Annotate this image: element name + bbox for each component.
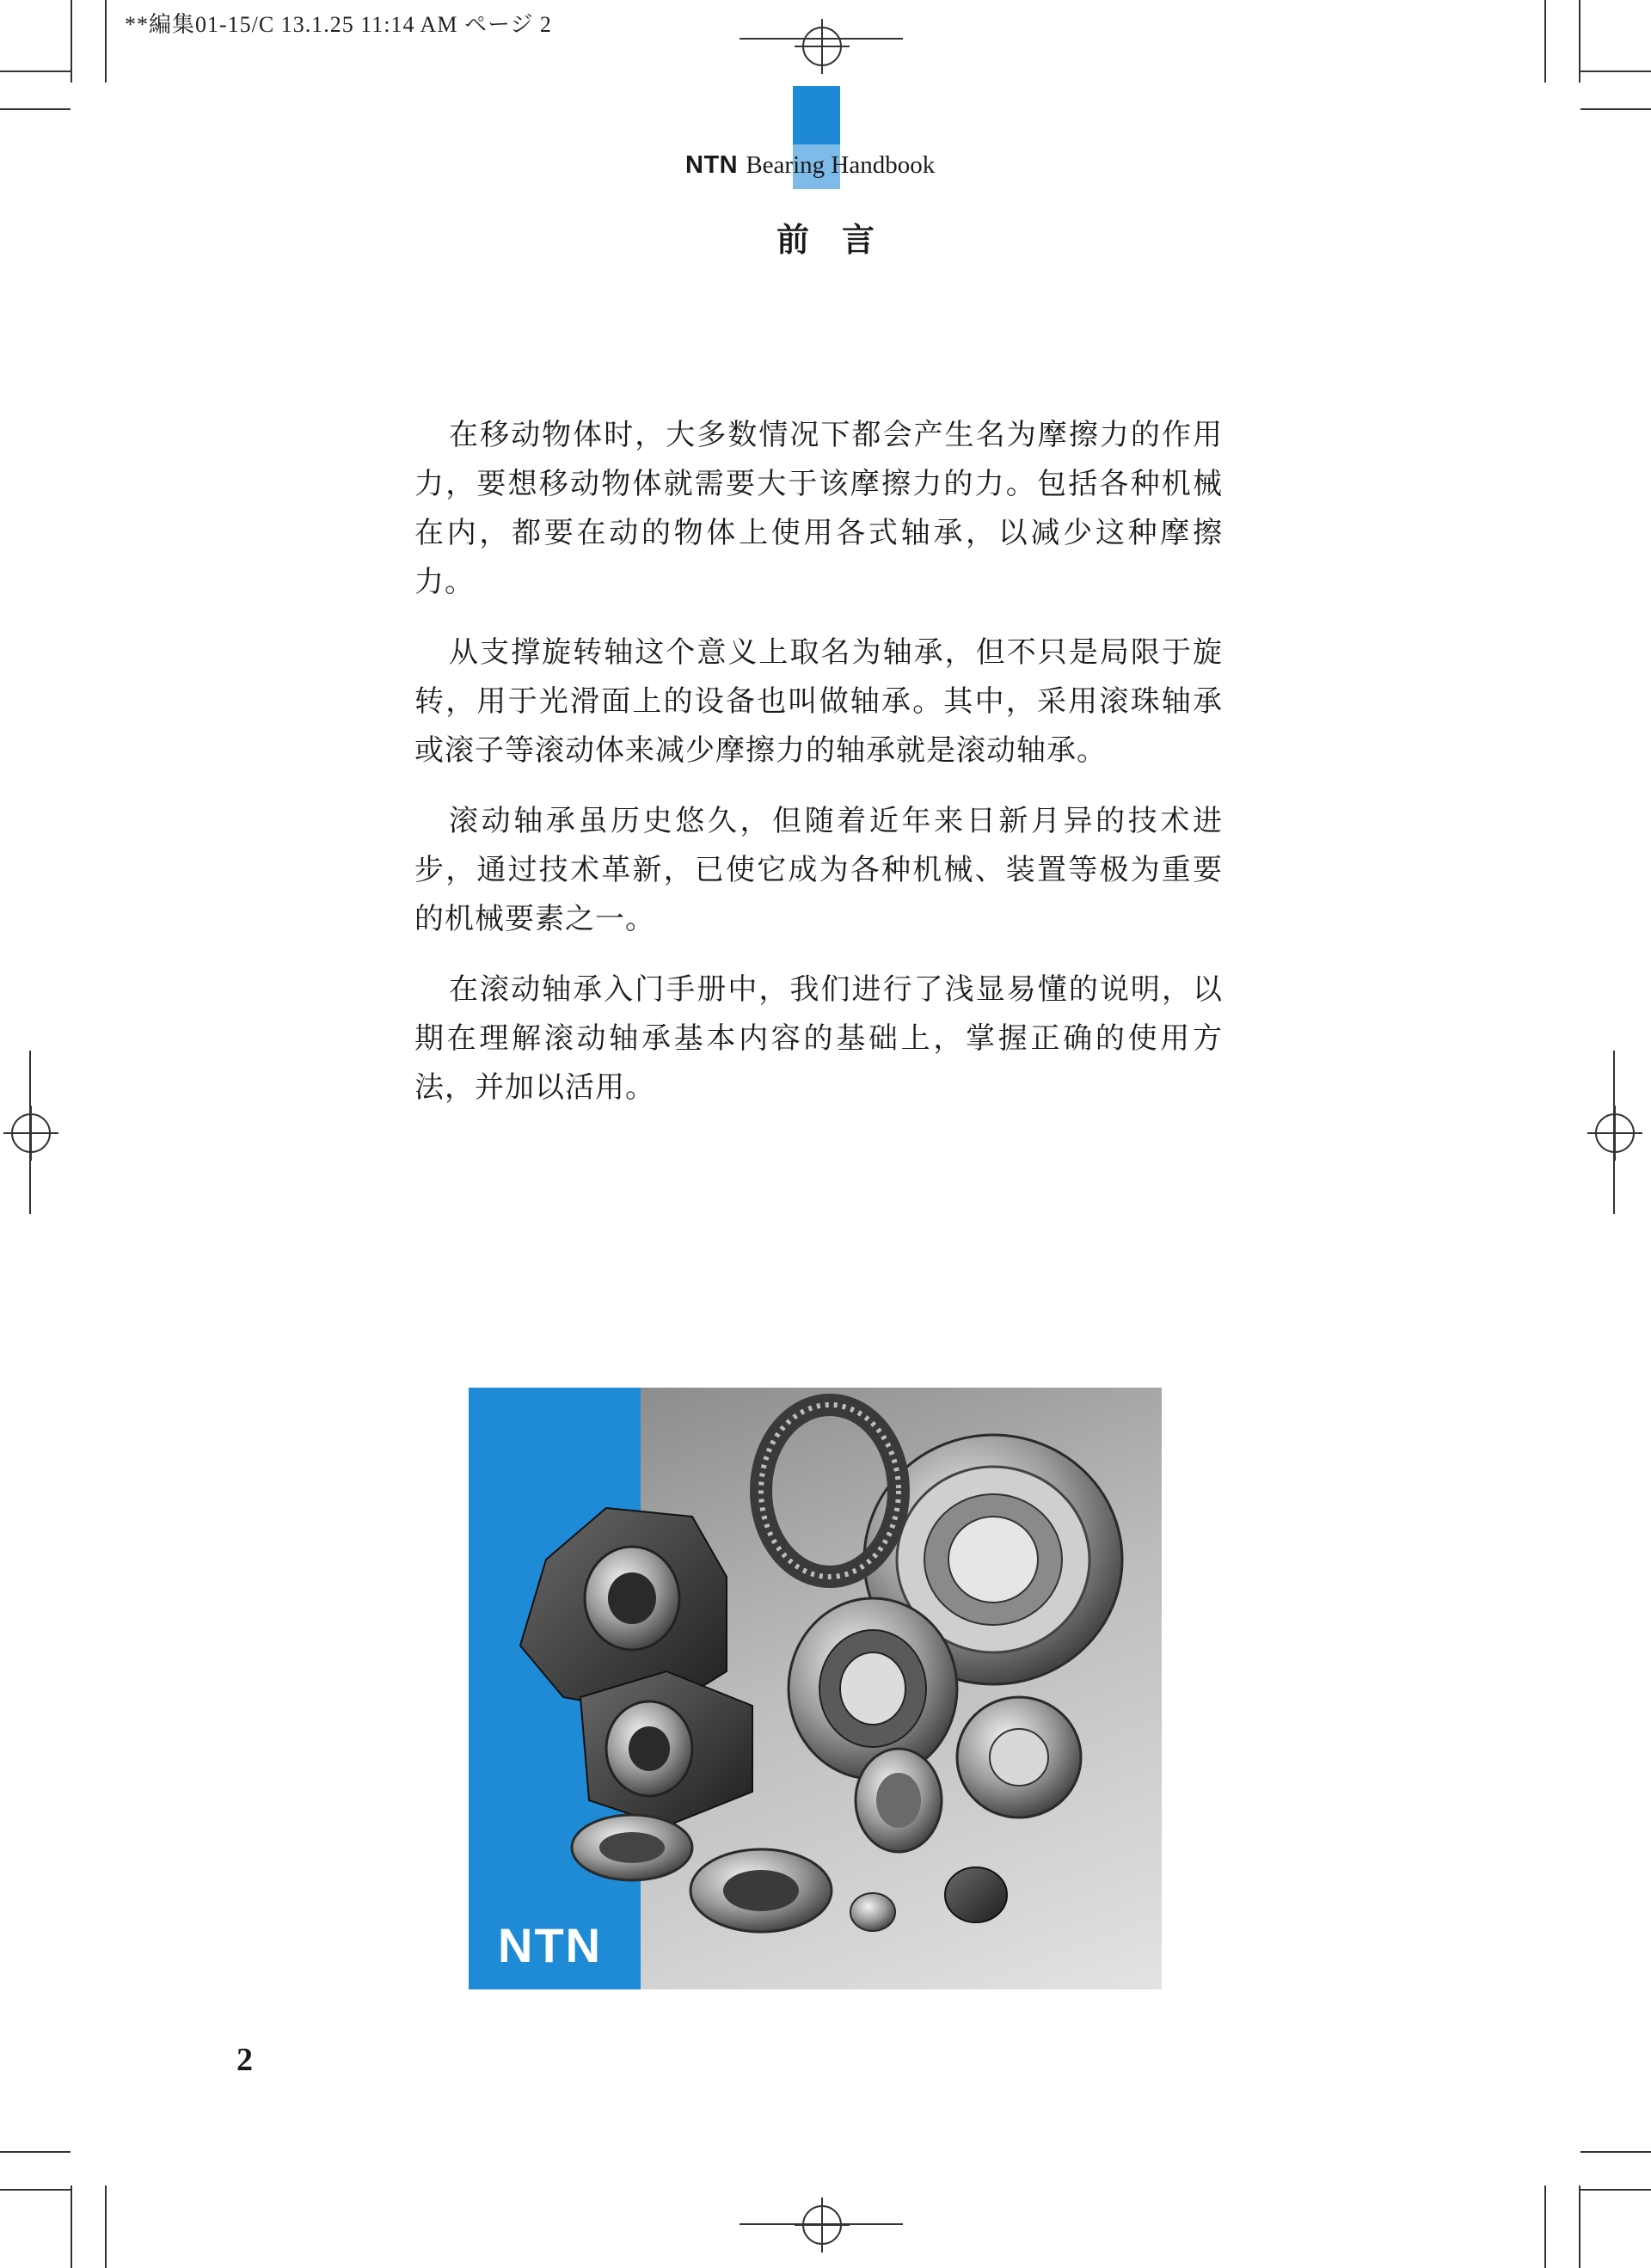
crop-mark [105,0,107,83]
crop-mark [71,2185,72,2268]
crop-mark [1544,2185,1546,2268]
crop-mark [0,2189,71,2191]
page-number: 2 [236,2042,253,2078]
paragraph: 在滚动轴承入门手册中，我们进行了浅显易懂的说明，以期在理解滚动轴承基本内容的基础上，掌握正确的使用方法，并加以活用。 [414,972,1223,1105]
crop-mark [0,2151,71,2153]
bearings-photo [469,1388,1162,1989]
crop-mark [0,108,71,110]
registration-mark [1587,1106,1642,1161]
book-title: Bearing Handbook [746,151,936,179]
brand-name: NTN [685,151,739,179]
ntn-logo: NTN [498,1918,603,1972]
registration-mark [3,1106,58,1161]
page-title: 前 言 [776,220,875,259]
running-header [685,150,961,180]
registration-mark [795,19,850,74]
crop-mark [71,0,72,83]
paragraph: 滚动轴承虽历史悠久，但随着近年来日新月异的技术进步，通过技术革新，已使它成为各种机械、装置等极为重要的机械要素之一。 [414,804,1223,936]
crop-mark [1580,2189,1651,2191]
preface-body [414,411,1223,1134]
bearings-illustration [469,1388,1162,1989]
crop-mark [1580,70,1651,72]
crop-mark [1579,2185,1580,2268]
crop-mark [1580,2151,1651,2153]
crop-mark [1544,0,1546,83]
paragraph: 在移动物体时，大多数情况下都会产生名为摩擦力的作用力，要想移动物体就需要大于该摩擦力的力。包括各种机械在内，都要在动的物体上使用各式轴承，以减少这种摩擦力。 [414,418,1223,599]
crop-mark [105,2185,107,2268]
print-slug: **編集01-15/C 13.1.25 11:14 AM ページ 2 [125,12,552,37]
crop-mark [1580,108,1651,110]
paragraph: 从支撑旋转轴这个意义上取名为轴承，但不只是局限于旋转，用于光滑面上的设备也叫做轴承。其中，采用滚珠轴承或滚子等滚动体来减少摩擦力的轴承就是滚动轴承。 [414,635,1223,768]
crop-mark [1579,0,1580,83]
registration-mark [795,2198,850,2253]
crop-mark [0,70,71,72]
